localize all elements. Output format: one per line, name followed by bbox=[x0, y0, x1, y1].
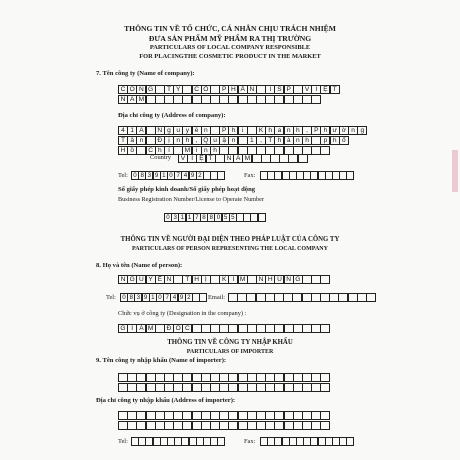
importer-address-row-2[interactable] bbox=[118, 421, 330, 430]
char-box bbox=[258, 213, 266, 222]
address-row-2[interactable] bbox=[118, 136, 348, 145]
char-box: h bbox=[320, 126, 330, 135]
char-box: â bbox=[127, 136, 137, 145]
char-box: 0 bbox=[120, 293, 128, 302]
char-box: V bbox=[178, 154, 188, 163]
char-box: N bbox=[136, 85, 146, 94]
char-box: Y bbox=[146, 275, 156, 284]
license-number-field[interactable] bbox=[164, 213, 265, 222]
char-box: p bbox=[320, 136, 330, 145]
company-address-label: Địa chỉ công ty (Address of company): bbox=[118, 112, 226, 119]
importer-name-row-1[interactable] bbox=[118, 373, 330, 382]
char-box: y bbox=[182, 126, 192, 135]
char-box: G bbox=[293, 275, 303, 284]
importer-name-row-2[interactable] bbox=[118, 383, 330, 392]
char-box: Ệ bbox=[320, 85, 330, 94]
char-box: N bbox=[247, 85, 257, 94]
company-fax-field[interactable] bbox=[260, 171, 354, 180]
char-box: ờ bbox=[339, 126, 349, 135]
char-box: M bbox=[146, 324, 156, 333]
char-box: M bbox=[182, 146, 192, 155]
char-box: N bbox=[164, 275, 174, 284]
char-box: P bbox=[219, 85, 229, 94]
importer-tel-label: Tel: bbox=[118, 438, 128, 445]
rep-position-label: Chức vụ ở công ty (Designation in the company) : bbox=[118, 310, 247, 317]
char-box: C bbox=[192, 85, 202, 94]
char-box: Ị bbox=[201, 275, 211, 284]
header-title-vi-2: ĐƯA SẢN PHẨM MỸ PHẨM RA THỊ TRƯỜNG bbox=[148, 34, 312, 43]
char-box: i bbox=[238, 126, 248, 135]
char-box bbox=[311, 95, 321, 104]
char-box: 4 bbox=[181, 171, 189, 180]
char-box bbox=[346, 437, 354, 446]
rep-title-en: PARTICULARS OF PERSON REPRESENTING THE LOCAL COMPANY bbox=[132, 246, 328, 252]
char-box: n bbox=[201, 126, 211, 135]
char-box: , bbox=[256, 136, 266, 145]
importer-name-label: 9. Tên công ty nhập khẩu (Name of importer): bbox=[96, 357, 227, 364]
char-box: n bbox=[136, 136, 146, 145]
char-box: H bbox=[265, 275, 275, 284]
char-box: N bbox=[284, 275, 294, 284]
char-box: G bbox=[118, 324, 128, 333]
char-box bbox=[320, 324, 330, 333]
rep-position-field[interactable] bbox=[118, 324, 330, 333]
char-box: 1 bbox=[149, 293, 157, 302]
company-name-row-1[interactable] bbox=[118, 85, 339, 94]
importer-title-vi: THÔNG TIN VỀ CÔNG TY NHẬP KHẨU bbox=[167, 339, 293, 346]
char-box: 9 bbox=[153, 171, 161, 180]
header-title-en: PARTICULARS OF LOCAL COMPANY RESPONSIBLE bbox=[149, 44, 311, 51]
char-box: 5 bbox=[222, 213, 230, 222]
company-tel-label: Tel: bbox=[118, 172, 128, 179]
char-box: G bbox=[146, 85, 156, 94]
char-box: T bbox=[164, 85, 174, 94]
char-box: G bbox=[127, 275, 137, 284]
char-box: M bbox=[238, 275, 248, 284]
char-box: 8 bbox=[200, 213, 208, 222]
importer-fax-field[interactable] bbox=[260, 437, 354, 446]
char-box: 9 bbox=[189, 171, 197, 180]
char-box: h bbox=[155, 146, 165, 155]
char-box: 5 bbox=[229, 213, 237, 222]
license-label: Số giấy phép kinh doanh/Số giấy phép hoạt động bbox=[118, 186, 256, 193]
char-box bbox=[298, 154, 308, 163]
char-box: T bbox=[206, 154, 216, 163]
char-box: I bbox=[127, 324, 137, 333]
char-box: I bbox=[311, 85, 321, 94]
char-box: 4 bbox=[118, 126, 128, 135]
char-box: 1 bbox=[160, 171, 168, 180]
char-box bbox=[366, 293, 376, 302]
char-box: A bbox=[233, 154, 243, 163]
char-box: N bbox=[118, 275, 128, 284]
char-box: n bbox=[293, 136, 303, 145]
char-box: T bbox=[265, 136, 275, 145]
char-box: M bbox=[242, 154, 252, 163]
char-box: Ô bbox=[127, 85, 137, 94]
char-box: 0 bbox=[214, 213, 222, 222]
char-box: M bbox=[136, 95, 146, 104]
char-box: Đ bbox=[155, 136, 165, 145]
char-box: Q bbox=[201, 136, 211, 145]
char-box: u bbox=[210, 136, 220, 145]
char-box: T bbox=[118, 136, 128, 145]
char-box: n bbox=[348, 126, 358, 135]
char-box bbox=[199, 293, 207, 302]
char-box: g bbox=[164, 126, 174, 135]
char-box: 2 bbox=[185, 293, 193, 302]
char-box: 1 bbox=[178, 213, 186, 222]
char-box bbox=[320, 275, 330, 284]
char-box: , bbox=[192, 136, 202, 145]
importer-address-label: Địa chỉ công ty nhập khẩu (Address of importer): bbox=[96, 397, 236, 404]
char-box: Á bbox=[136, 324, 146, 333]
char-box: a bbox=[274, 126, 284, 135]
rep-name-label: 8. Họ và tên (Name of person): bbox=[96, 262, 183, 269]
char-box: h bbox=[330, 136, 340, 145]
char-box: S bbox=[274, 85, 284, 94]
char-box: C bbox=[118, 85, 128, 94]
red-stamp-mark bbox=[452, 150, 458, 192]
char-box: Ầ bbox=[238, 85, 248, 94]
license-label-en: Business Registration Number/License to Operate Number bbox=[118, 196, 264, 203]
char-box: 8 bbox=[127, 293, 135, 302]
char-box bbox=[320, 383, 330, 392]
char-box: 3 bbox=[145, 171, 153, 180]
char-box: P bbox=[219, 126, 229, 135]
char-box: , bbox=[302, 126, 312, 135]
char-box: 3 bbox=[171, 213, 179, 222]
char-box: Y bbox=[173, 85, 183, 94]
char-box: H bbox=[228, 85, 238, 94]
char-box: 3 bbox=[134, 293, 142, 302]
char-box: N bbox=[118, 95, 128, 104]
char-box: h bbox=[210, 146, 220, 155]
char-box: Ễ bbox=[155, 275, 165, 284]
char-box: P bbox=[284, 85, 294, 94]
company-name-row-2[interactable] bbox=[118, 95, 320, 104]
char-box: i bbox=[192, 146, 202, 155]
rep-email-field[interactable] bbox=[228, 293, 375, 302]
char-box: U bbox=[136, 275, 146, 284]
char-box: N bbox=[224, 154, 234, 163]
char-box: T bbox=[330, 85, 340, 94]
char-box: N bbox=[155, 126, 165, 135]
char-box: C bbox=[182, 324, 192, 333]
char-box: H bbox=[192, 275, 202, 284]
char-box: 0 bbox=[164, 213, 172, 222]
char-box: ố bbox=[339, 136, 349, 145]
char-box: Ổ bbox=[201, 85, 211, 94]
char-box: K bbox=[256, 126, 266, 135]
char-box: ị bbox=[164, 136, 174, 145]
importer-tel-field[interactable] bbox=[131, 437, 225, 446]
char-box: A bbox=[127, 95, 137, 104]
char-box: 7 bbox=[193, 213, 201, 222]
header-title-en-2: FOR PLACINGTHE COSMETIC PRODUCT IN THE MARKET bbox=[139, 53, 321, 60]
char-box: 2 bbox=[196, 171, 204, 180]
importer-title-en: PARTICULARS OF IMPORTER bbox=[186, 349, 274, 355]
company-fax-label: Fax: bbox=[244, 172, 256, 179]
char-box: 1 bbox=[186, 213, 194, 222]
char-box: n bbox=[284, 126, 294, 135]
char-box: à bbox=[284, 136, 294, 145]
char-box: Ệ bbox=[196, 154, 206, 163]
char-box: í bbox=[164, 146, 174, 155]
rep-tel-label: Tel: bbox=[106, 294, 116, 301]
char-box: h bbox=[302, 136, 312, 145]
char-box: 8 bbox=[138, 171, 146, 180]
char-box: 8 bbox=[207, 213, 215, 222]
rep-email-label: Email: bbox=[208, 294, 226, 301]
char-box: U bbox=[274, 275, 284, 284]
char-box: n bbox=[173, 136, 183, 145]
address-row-1[interactable] bbox=[118, 126, 366, 135]
char-box: 7 bbox=[174, 171, 182, 180]
char-box: I bbox=[187, 154, 197, 163]
char-box bbox=[320, 373, 330, 382]
char-box: ư bbox=[330, 126, 340, 135]
char-box bbox=[320, 421, 330, 430]
char-box: 1 bbox=[247, 136, 257, 145]
importer-address-row-1[interactable] bbox=[118, 411, 330, 420]
char-box: A bbox=[136, 126, 146, 135]
char-box: N bbox=[256, 275, 266, 284]
char-box: h bbox=[228, 126, 238, 135]
char-box: V bbox=[302, 85, 312, 94]
char-box: 9 bbox=[142, 293, 150, 302]
country-label: Country bbox=[150, 154, 171, 161]
char-box: h bbox=[274, 136, 284, 145]
char-box: I bbox=[265, 85, 275, 94]
char-box: T bbox=[182, 275, 192, 284]
header-title-vi: THÔNG TIN VỀ TỔ CHỨC, CÁ NHÂN CHỊU TRÁCH NHIỆM bbox=[124, 24, 336, 33]
char-box: Ố bbox=[173, 324, 183, 333]
rep-title-vi: THÔNG TIN VỀ NGƯỜI ĐẠI DIỆN THEO PHÁP LUẬT CỦA CÔNG TY bbox=[120, 236, 340, 243]
char-box: u bbox=[173, 126, 183, 135]
char-box bbox=[320, 146, 330, 155]
company-name-label: 7. Tên công ty (Name of company): bbox=[96, 70, 195, 77]
char-box bbox=[217, 437, 225, 446]
char-box: 1 bbox=[127, 126, 137, 135]
char-box: n bbox=[228, 136, 238, 145]
char-box bbox=[346, 171, 354, 180]
rep-tel-field[interactable] bbox=[120, 293, 206, 302]
company-tel-field[interactable] bbox=[131, 171, 225, 180]
char-box: h bbox=[265, 126, 275, 135]
char-box: H bbox=[118, 146, 128, 155]
char-box: h bbox=[182, 136, 192, 145]
country-field[interactable] bbox=[178, 154, 307, 163]
char-box: 0 bbox=[131, 171, 139, 180]
char-box: g bbox=[357, 126, 367, 135]
char-box: Đ bbox=[164, 324, 174, 333]
importer-fax-label: Fax: bbox=[244, 438, 256, 445]
char-box: ậ bbox=[219, 136, 229, 145]
char-box: n bbox=[201, 146, 211, 155]
char-box bbox=[320, 411, 330, 420]
char-box: ồ bbox=[127, 146, 137, 155]
char-box: K bbox=[219, 275, 229, 284]
char-box: 4 bbox=[170, 293, 178, 302]
rep-name-field[interactable] bbox=[118, 275, 330, 284]
char-box: 9 bbox=[178, 293, 186, 302]
char-box: 0 bbox=[156, 293, 164, 302]
char-box bbox=[217, 171, 225, 180]
char-box: C bbox=[146, 146, 156, 155]
char-box: P bbox=[311, 126, 321, 135]
char-box: ễ bbox=[192, 126, 202, 135]
char-box: h bbox=[293, 126, 303, 135]
char-box: I bbox=[228, 275, 238, 284]
char-box: 7 bbox=[163, 293, 171, 302]
char-box: 0 bbox=[167, 171, 175, 180]
